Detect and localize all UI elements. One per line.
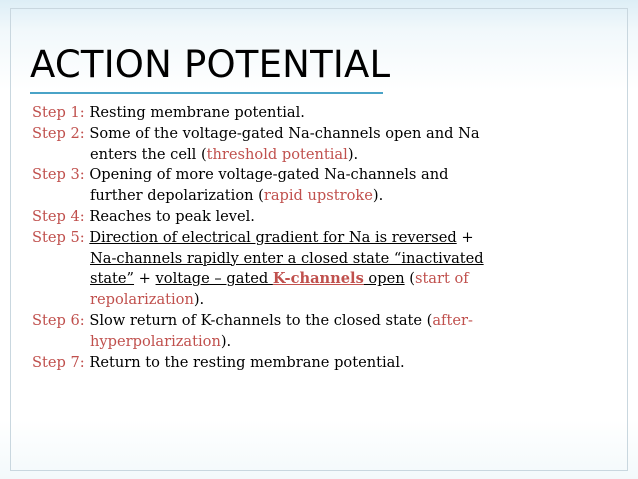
- step-5-continued-2: [32, 269, 484, 290]
- after-term: after-: [432, 311, 473, 329]
- step-5-paren-open: (: [404, 270, 415, 288]
- step-2-continued: [32, 145, 484, 166]
- slide-title: ACTION POTENTIAL: [30, 43, 391, 86]
- hyperpolarization-term: hyperpolarization: [90, 332, 221, 350]
- step-3-label: Step 3:: [32, 166, 85, 184]
- step-5-paren-close: ).: [193, 291, 205, 309]
- start-of-term: start of: [414, 270, 469, 288]
- threshold-potential-term: threshold potential: [206, 145, 348, 163]
- step-3-text: Opening of more voltage-gated Na-channels and: [84, 166, 449, 184]
- step-5-voltage-gated-text: voltage – gated: [155, 270, 273, 288]
- step-5-gradient-text: Direction of electrical gradient for Na is reversed: [89, 228, 457, 246]
- step-6-label: Step 6:: [32, 311, 85, 329]
- step-5: [32, 228, 484, 249]
- step-2-label: Step 2:: [32, 124, 85, 142]
- step-6-end: ).: [220, 332, 232, 350]
- step-6-text: Slow return of K-channels to the closed state (: [84, 311, 433, 329]
- step-2: [32, 124, 484, 145]
- step-5-plus-2: +: [134, 270, 156, 288]
- step-3-cont-end: ).: [372, 187, 384, 205]
- step-7-label: Step 7:: [32, 353, 85, 371]
- step-1: [32, 103, 484, 124]
- step-4: [32, 207, 484, 228]
- step-5-continued-1: [32, 249, 484, 270]
- step-2-cont-end: ).: [347, 145, 359, 163]
- step-3: [32, 165, 484, 186]
- step-5-label: Step 5:: [32, 228, 85, 246]
- step-6: [32, 311, 484, 332]
- step-5-state-text: state”: [90, 270, 135, 288]
- repolarization-term: repolarization: [90, 291, 194, 309]
- step-4-text: Reaches to peak level.: [84, 207, 255, 225]
- k-channels-term: K-channels: [272, 270, 364, 288]
- step-5-open-text: open: [363, 270, 405, 288]
- steps-list: [32, 103, 484, 373]
- step-2-cont-text: enters the cell (: [90, 145, 207, 163]
- step-1-text: Resting membrane potential.: [84, 104, 305, 121]
- rapid-upstroke-term: rapid upstroke: [263, 187, 373, 205]
- step-7: [32, 353, 484, 374]
- step-4-label: Step 4:: [32, 207, 85, 225]
- step-1-label: Step 1:: [32, 104, 85, 121]
- step-5-na-channels-text: Na-channels rapidly enter a closed state “inactivated: [90, 249, 484, 267]
- step-5-plus-1: +: [456, 228, 474, 246]
- step-2-text: Some of the voltage-gated Na-channels open and Na: [84, 124, 480, 142]
- title-underline: [30, 92, 383, 94]
- step-3-continued: [32, 186, 484, 207]
- step-6-continued: [32, 332, 484, 353]
- step-5-continued-3: [32, 290, 484, 311]
- step-3-cont-text: further depolarization (: [90, 187, 264, 205]
- step-7-text: Return to the resting membrane potential.: [84, 353, 405, 371]
